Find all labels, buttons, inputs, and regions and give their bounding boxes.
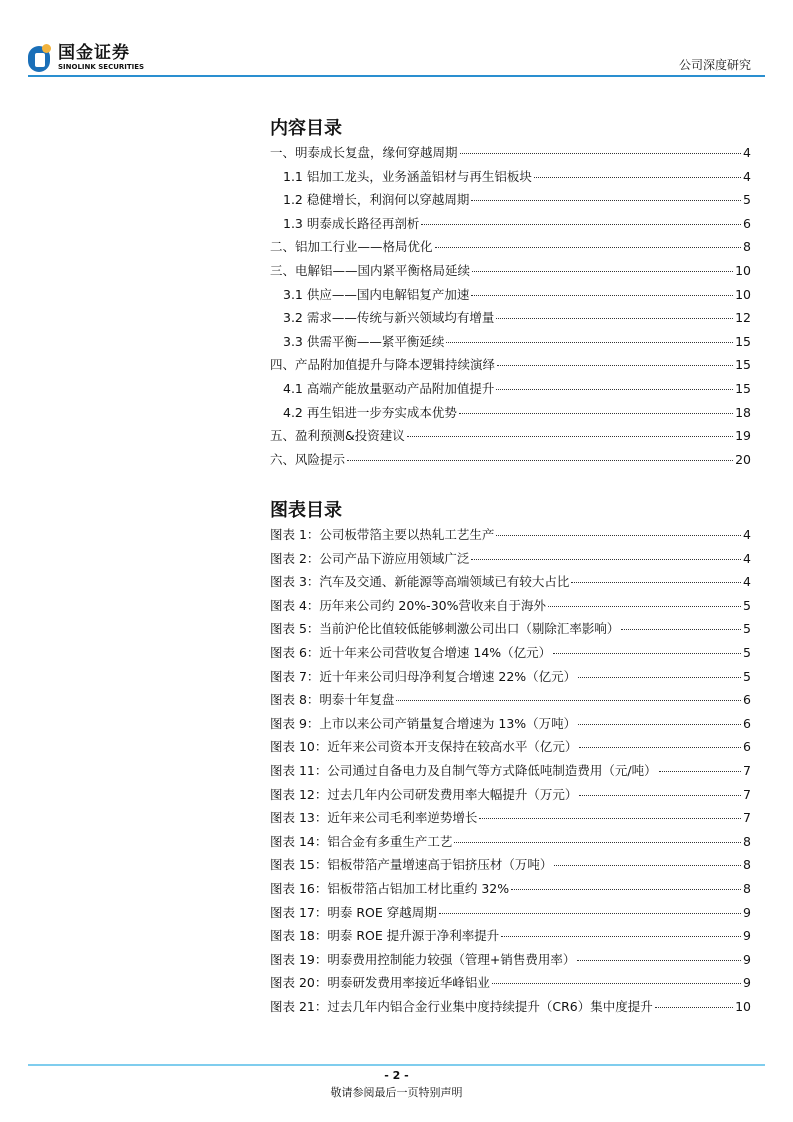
entry-page: 5 [743, 192, 751, 208]
toc-entry[interactable] [270, 379, 751, 403]
entry-page: 15 [735, 357, 751, 373]
dot-leader [471, 559, 741, 560]
entry-page: 6 [743, 215, 751, 231]
dot-leader [471, 200, 741, 201]
entry-page: 6 [743, 715, 751, 731]
entry-page: 5 [743, 621, 751, 637]
entry-page: 10 [735, 998, 751, 1014]
figure-entry[interactable] [270, 525, 751, 549]
entry-page: 4 [743, 527, 751, 542]
dot-leader [579, 795, 741, 796]
entry-page: 18 [735, 404, 751, 420]
entry-title: 图表 11：公司通过自备电力及自制气等方式降低吨制造费用（元/吨） [270, 762, 657, 778]
dot-leader [578, 677, 741, 678]
entry-page: 8 [743, 857, 751, 873]
entry-title: 3.2 需求——传统与新兴领域均有增量 [283, 310, 495, 326]
entry-page: 8 [743, 239, 751, 255]
dot-leader [407, 436, 733, 437]
toc-entry[interactable] [270, 237, 751, 261]
entry-page: 9 [743, 904, 751, 920]
dot-leader [577, 960, 741, 961]
entry-title: 1.3 明泰成长路径再剖析 [283, 215, 420, 231]
entry-title: 六、风险提示 [270, 451, 346, 467]
dot-leader [501, 936, 741, 937]
entry-page: 5 [743, 644, 751, 660]
toc-list [270, 143, 751, 473]
entry-page: 6 [743, 692, 751, 708]
dot-leader [553, 653, 741, 654]
entry-title: 4.2 再生铝进一步夯实成本优势 [283, 404, 457, 420]
toc-entry[interactable] [270, 332, 751, 356]
dot-leader [421, 224, 741, 225]
toc-entry[interactable] [270, 308, 751, 332]
entry-title: 3.3 供需平衡——紧平衡延续 [283, 333, 445, 349]
entry-title: 图表 7：近十年来公司归母净利复合增速 22%（亿元） [270, 668, 577, 684]
entry-page: 10 [735, 286, 751, 302]
figure-entry[interactable] [270, 950, 751, 974]
dot-leader [534, 177, 741, 178]
toc-entry[interactable] [270, 214, 751, 238]
figure-entry[interactable] [270, 737, 751, 761]
header-divider [28, 75, 765, 77]
figure-entry[interactable] [270, 973, 751, 997]
entry-page: 9 [743, 975, 751, 991]
dot-leader [496, 535, 741, 536]
page-number: - 2 - [384, 1069, 409, 1082]
toc-entry[interactable] [270, 190, 751, 214]
entry-title: 1.2 稳健增长，利润何以穿越周期 [283, 192, 470, 208]
entry-title: 图表 17：明泰 ROE 穿越周期 [270, 904, 437, 920]
dot-leader [578, 724, 741, 725]
figure-entry[interactable] [270, 926, 751, 950]
entry-title: 一、明泰成长复盘，缘何穿越周期 [270, 145, 458, 160]
entry-title: 图表 8：明泰十年复盘 [270, 692, 395, 708]
logo-cn: 国金证券 [58, 43, 130, 63]
figure-entry[interactable] [270, 690, 751, 714]
entry-page: 4 [743, 168, 751, 184]
toc-entry[interactable] [270, 261, 751, 285]
entry-title: 三、电解铝——国内紧平衡格局延续 [270, 262, 471, 278]
entry-page: 4 [743, 550, 751, 566]
disclaimer: 敬请参阅最后一页特别声明 [330, 1086, 463, 1099]
dot-leader [655, 1007, 733, 1008]
dot-leader [446, 342, 733, 343]
dot-leader [347, 460, 733, 461]
entry-title: 图表 9：上市以来公司产销量复合增速为 13%（万吨） [270, 715, 577, 731]
toc-entry[interactable] [270, 426, 751, 450]
toc-entry[interactable] [270, 403, 751, 427]
logo-icon [28, 44, 52, 72]
entry-page: 6 [743, 739, 751, 755]
figures-list [270, 525, 751, 1020]
entry-title: 图表 4：历年来公司约 20%-30%营收来自于海外 [270, 597, 546, 613]
dot-leader [459, 413, 733, 414]
entry-title: 4.1 高端产能放量驱动产品附加值提升 [283, 380, 495, 396]
toc-entry[interactable] [270, 285, 751, 309]
toc-title: 内容目录 [270, 118, 342, 139]
entry-title: 1.1 铝加工龙头，业务涵盖铝材与再生铝板块 [283, 168, 532, 184]
entry-page: 15 [735, 380, 751, 396]
footer-divider [28, 1064, 765, 1066]
entry-title: 图表 10：近年来公司资本开支保持在较高水平（亿元） [270, 739, 578, 755]
entry-title: 图表 15：铝板带箔产量增速高于铝挤压材（万吨） [270, 857, 553, 873]
entry-title: 图表 1：公司板带箔主要以热轧工艺生产 [270, 527, 495, 542]
entry-title: 图表 2：公司产品下游应用领域广泛 [270, 550, 470, 566]
logo-en: SINOLINK SECURITIES [58, 63, 145, 71]
dot-leader [454, 842, 741, 843]
figure-entry[interactable] [270, 879, 751, 903]
figure-entry[interactable] [270, 596, 751, 620]
entry-page: 12 [735, 310, 751, 326]
entry-title: 图表 14：铝合金有多重生产工艺 [270, 833, 453, 849]
entry-title: 四、产品附加值提升与降本逻辑持续演绎 [270, 357, 496, 373]
entry-page: 19 [735, 428, 751, 444]
toc-entry[interactable] [270, 355, 751, 379]
figure-entry[interactable] [270, 832, 751, 856]
dot-leader [497, 365, 733, 366]
dot-leader [396, 700, 741, 701]
dot-leader [554, 865, 741, 866]
dot-leader [621, 629, 741, 630]
dot-leader [479, 818, 741, 819]
figure-entry[interactable] [270, 785, 751, 809]
figure-entry[interactable] [270, 714, 751, 738]
entry-title: 3.1 供应——国内电解铝复产加速 [283, 286, 470, 302]
dot-leader [472, 271, 733, 272]
toc-entry[interactable] [270, 143, 751, 167]
dot-leader [492, 983, 741, 984]
entry-page: 8 [743, 880, 751, 896]
figure-entry[interactable] [270, 643, 751, 667]
entry-page: 20 [735, 451, 751, 467]
dot-leader [439, 913, 741, 914]
toc-entry[interactable] [270, 167, 751, 191]
dot-leader [659, 771, 741, 772]
figure-entry[interactable] [270, 997, 751, 1021]
figure-entry[interactable] [270, 903, 751, 927]
company-logo [28, 44, 144, 72]
toc-entry[interactable] [270, 450, 751, 474]
entry-page: 4 [743, 574, 751, 590]
dot-leader [571, 582, 741, 583]
entry-title: 图表 20：明泰研发费用率接近华峰铝业 [270, 975, 490, 991]
entry-title: 图表 13：近年来公司毛利率逆势增长 [270, 810, 478, 826]
entry-title: 图表 6：近十年来公司营收复合增速 14%（亿元） [270, 644, 552, 660]
entry-page: 4 [743, 145, 751, 160]
dot-leader [471, 295, 733, 296]
entry-page: 7 [743, 762, 751, 778]
entry-page: 10 [735, 262, 751, 278]
dot-leader [496, 389, 733, 390]
entry-title: 图表 3：汽车及交通、新能源等高端领域已有较大占比 [270, 574, 570, 590]
entry-title: 二、铝加工行业——格局优化 [270, 239, 433, 255]
figure-entry[interactable] [270, 572, 751, 596]
report-type: 公司深度研究 [678, 58, 751, 72]
entry-title: 图表 16：铝板带箔占铝加工材比重约 32% [270, 880, 510, 896]
figure-entry[interactable] [270, 667, 751, 691]
dot-leader [460, 153, 742, 154]
entry-page: 7 [743, 810, 751, 826]
entry-page: 7 [743, 786, 751, 802]
figure-entry[interactable] [270, 808, 751, 832]
figures-title: 图表目录 [270, 500, 342, 521]
entry-page: 5 [743, 668, 751, 684]
entry-title: 图表 19：明泰费用控制能力较强（管理+销售费用率） [270, 951, 576, 967]
dot-leader [435, 247, 742, 248]
entry-title: 五、盈利预测&投资建议 [270, 428, 405, 444]
dot-leader [579, 747, 741, 748]
figure-entry[interactable] [270, 855, 751, 879]
entry-page: 9 [743, 928, 751, 944]
entry-title: 图表 12：过去几年内公司研发费用率大幅提升（万元） [270, 786, 578, 802]
dot-leader [511, 889, 741, 890]
entry-page: 15 [735, 333, 751, 349]
dot-leader [496, 318, 733, 319]
dot-leader [548, 606, 741, 607]
figure-entry[interactable] [270, 761, 751, 785]
entry-title: 图表 18：明泰 ROE 提升源于净利率提升 [270, 928, 500, 944]
entry-page: 5 [743, 597, 751, 613]
entry-page: 9 [743, 951, 751, 967]
figure-entry[interactable] [270, 549, 751, 573]
figure-entry[interactable] [270, 619, 751, 643]
entry-title: 图表 21：过去几年内铝合金行业集中度持续提升（CR6）集中度提升 [270, 998, 653, 1014]
entry-title: 图表 5：当前沪伦比值较低能够刺激公司出口（剔除汇率影响） [270, 621, 620, 637]
entry-page: 8 [743, 833, 751, 849]
